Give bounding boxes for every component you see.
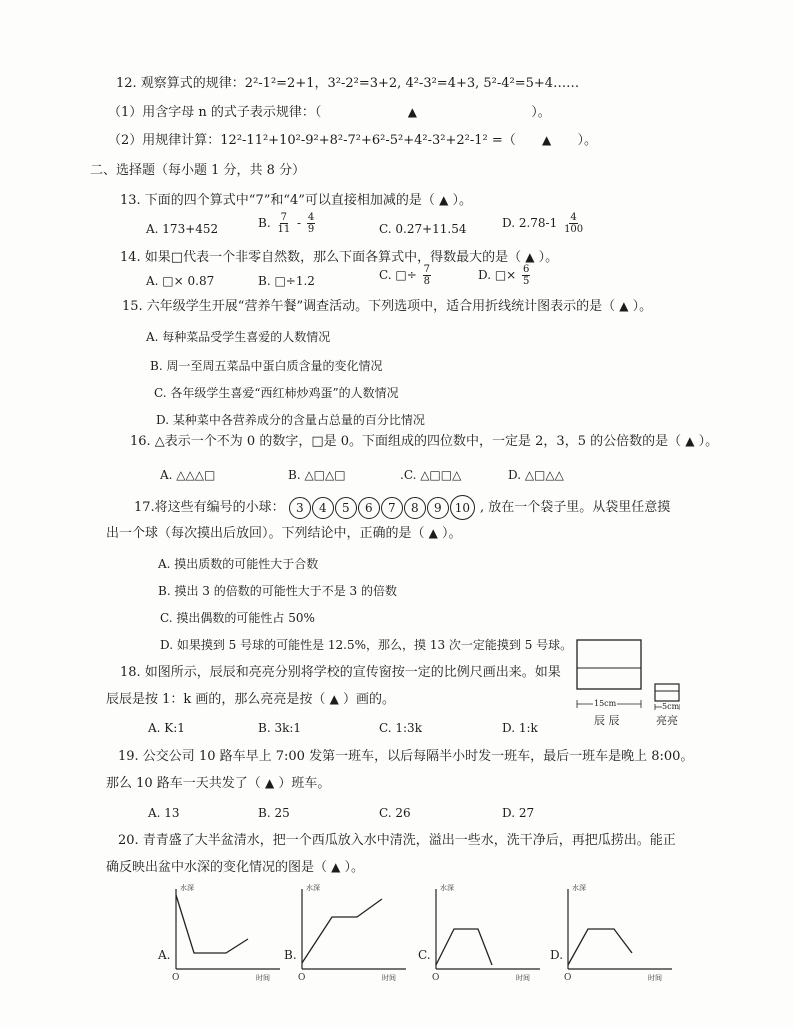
x-axis-label: 时间 (648, 974, 662, 982)
frac-den: 9 (307, 224, 315, 235)
q13-option-d-prefix: D. 2.78-1 (502, 216, 558, 230)
q14-option-c-prefix: C. □÷ (379, 268, 417, 282)
q13-option-b[interactable] (258, 212, 317, 235)
q15-option-c[interactable]: C. 各年级学生喜爱“西红柿炒鸡蛋”的人数情况 (154, 386, 399, 400)
q19-option-a[interactable]: A. 13 (148, 806, 180, 820)
q13-stem (120, 191, 472, 210)
q14-option-a[interactable]: A. □× 0.87 (146, 274, 215, 288)
big-window-length: 15cm (594, 699, 617, 708)
q13-option-b-op: - (297, 216, 302, 230)
q12-part1 (108, 103, 551, 122)
q20-stem-line1: 20. 青青盛了大半盆清水，把一个西瓜放入水中清洗，溢出一些水，洗干净后，再把瓜捞出。能正 (118, 833, 676, 848)
y-axis-label: 水深 (306, 884, 320, 892)
q14-answer-blank[interactable]: ▲ (525, 250, 535, 264)
q17-option-c[interactable]: C. 摸出偶数的可能性占 50% (160, 611, 315, 625)
big-window-name: 辰 辰 (594, 714, 620, 727)
water-depth-line (176, 895, 248, 953)
origin-label: O (172, 973, 180, 983)
q16-option-d[interactable]: D. △□△△ (508, 468, 564, 482)
q12-part2 (108, 131, 597, 150)
graph-option-label: B. (284, 948, 297, 962)
origin-label: O (564, 973, 572, 983)
x-axis-label: 时间 (256, 974, 270, 982)
origin-label: O (432, 973, 440, 983)
q20-graph-c[interactable] (416, 883, 546, 983)
q19-stem-text: 那么 10 路车一天共发了（ (106, 776, 261, 791)
frac-num: 4 (307, 212, 315, 223)
q12-part2-answer-blank[interactable]: ▲ (542, 133, 552, 147)
q18-stem-end: ）画的。 (342, 692, 395, 707)
q16-answer-blank[interactable]: ▲ (685, 434, 695, 448)
q20-graph-b[interactable] (282, 883, 412, 983)
q15-option-a[interactable]: A. 每种菜品受学生喜爱的人数情况 (146, 330, 331, 344)
q20-answer-blank[interactable]: ▲ (331, 860, 341, 874)
q15-stem-end: ）。 (632, 299, 653, 314)
q19-option-b[interactable]: B. 25 (258, 806, 290, 820)
origin-label: O (298, 973, 306, 983)
q15-answer-blank[interactable]: ▲ (619, 299, 629, 313)
q20-stem-line2 (106, 858, 364, 877)
q13-option-b-frac2 (307, 212, 315, 235)
q15-stem-text: 15. 六年级学生开展“营养午餐”调查活动。下列选项中，适合用折线统计图表示的是（ (122, 299, 616, 314)
q14-stem-end: ）。 (538, 250, 559, 265)
section-title-choice: 二、选择题（每小题 1 分，共 8 分） (90, 163, 306, 178)
y-axis-label: 水深 (572, 884, 586, 892)
q18-stem-line2 (106, 690, 395, 709)
ball-6: 6 (358, 497, 380, 519)
q16-stem-end: ）。 (698, 434, 719, 449)
q12-part1-answer-blank[interactable]: ▲ (407, 105, 417, 119)
q17-stem-line2 (106, 524, 462, 543)
q18-option-c[interactable]: C. 1:3k (379, 721, 422, 735)
q13-stem-text: 13. 下面的四个算式中“7”和“4”可以直接相加减的是（ (120, 193, 435, 208)
q17-stem-text-c: 出一个球（每次摸出后放回）。下列结论中，正确的是（ (106, 526, 425, 541)
q20-stem-text: 确反映出盆中水深的变化情况的图是（ (106, 860, 328, 875)
q19-option-c[interactable]: C. 26 (379, 806, 411, 820)
water-depth-line (568, 929, 632, 965)
q18-option-b[interactable]: B. 3k:1 (258, 721, 302, 735)
q19-stem-line1: 19. 公交公司 10 路车早上 7:00 发第一班车，以后每隔半小时发一班车，最后一班车是晚上 8:00。 (118, 749, 694, 764)
q17-stem-text-b: , 放在一个袋子里。从袋里任意摸 (479, 500, 671, 515)
q20-graph-d[interactable] (548, 883, 678, 983)
y-axis-label: 水深 (180, 884, 194, 892)
frac-num: 4 (570, 212, 577, 223)
q12-part1-text: （1）用含字母 n 的式子表示规律：（ (108, 105, 322, 120)
q16-stem-text: 16. △表示一个不为 0 的数字，□是 0。下面组成的四位数中，一定是 2，3，5 的公倍数的是（ (130, 434, 682, 449)
q17-answer-blank[interactable]: ▲ (428, 526, 438, 540)
q13-option-c[interactable]: C. 0.27+11.54 (379, 222, 467, 236)
q13-option-a[interactable]: A. 173+452 (146, 222, 219, 236)
q13-option-b-prefix: B. (258, 216, 271, 230)
q15-stem (122, 297, 652, 316)
q18-stem-text: 辰辰是按 1：k 画的，那么亮亮是按（ (106, 692, 326, 707)
q16-option-a[interactable]: A. △△△□ (160, 468, 216, 482)
x-axis-label: 时间 (382, 974, 396, 982)
q14-option-d-prefix: D. □× (478, 268, 517, 282)
q12-part2-end: ）。 (577, 133, 598, 148)
q14-option-d[interactable] (478, 264, 532, 287)
q12-stem: 12. 观察算式的规律：2²-1²=2+1，3²-2²=3+2, 4²-3²=4+3, 5²-4²=5+4…… (116, 76, 580, 91)
q19-stem-line2 (106, 774, 330, 793)
small-window-length: 5cm (662, 702, 680, 711)
q14-option-c[interactable] (379, 264, 433, 287)
q13-option-b-frac1 (276, 212, 291, 235)
ball-9: 9 (427, 497, 449, 519)
q17-stem-text: 17.将这些有编号的小球： (134, 500, 285, 515)
q16-stem (130, 432, 718, 451)
q20-graph-a[interactable] (156, 883, 286, 983)
q16-option-c[interactable]: .C. △□□△ (400, 468, 462, 482)
small-window-rect (655, 684, 679, 701)
frac-den: 5 (523, 276, 530, 287)
q17-option-b[interactable]: B. 摸出 3 的倍数的可能性大于不是 3 的倍数 (158, 584, 397, 598)
q16-option-b[interactable]: B. △□△□ (288, 468, 346, 482)
graph-option-label: A. (158, 948, 171, 962)
water-depth-line (436, 929, 492, 965)
q15-option-d[interactable]: D. 某种菜中各营养成分的含量占总量的百分比情况 (156, 413, 425, 427)
ball-8: 8 (404, 497, 426, 519)
q14-option-b[interactable]: B. □÷1.2 (258, 274, 315, 288)
x-axis-label: 时间 (516, 974, 530, 982)
q18-option-d[interactable]: D. 1:k (502, 721, 538, 735)
graph-option-label: D. (550, 948, 564, 962)
graph-option-label: C. (418, 948, 431, 962)
water-depth-line (302, 899, 382, 963)
q14-option-d-frac (522, 264, 530, 287)
q19-option-d[interactable]: D. 27 (502, 806, 535, 820)
ball-4: 4 (312, 497, 334, 519)
q14-stem-text: 14. 如果□代表一个非零自然数，那么下面各算式中，得数最大的是（ (120, 250, 522, 265)
q19-answer-blank[interactable]: ▲ (264, 776, 275, 790)
ball-7: 7 (381, 497, 403, 519)
big-window-rect (577, 640, 641, 689)
q15-option-b[interactable]: B. 周一至周五菜品中蛋白质含量的变化情况 (150, 359, 383, 373)
q12-part2-text: （2）用规律计算：12²-11²+10²-9²+8²-7²+6²-5²+4²-3²+2²-1² =（ (108, 133, 516, 148)
q17-stem-line1 (134, 495, 670, 521)
ball-5: 5 (335, 497, 357, 519)
q18-answer-blank[interactable]: ▲ (329, 692, 339, 706)
q18-stem-line1: 18. 如图所示，辰辰和亮亮分别将学校的宣传窗按一定的比例尺画出来。如果 (120, 665, 561, 680)
frac-num: 6 (523, 264, 530, 275)
q13-answer-blank[interactable]: ▲ (439, 193, 449, 207)
frac-den: 8 (423, 276, 430, 287)
q12-part1-end: ）。 (531, 105, 551, 120)
numbered-balls (289, 500, 476, 515)
q20-stem-end: ）。 (344, 860, 365, 875)
frac-num: 7 (423, 264, 430, 275)
ball-3: 3 (289, 497, 311, 519)
frac-den: 11 (277, 224, 291, 235)
q17-option-a[interactable]: A. 摸出质数的可能性大于合数 (158, 557, 319, 571)
q17-option-d[interactable]: D. 如果摸到 5 号球的可能性是 12.5%，那么，摸 13 次一定能摸到 5 号球。 (160, 638, 573, 652)
q17-stem-end: ）。 (442, 526, 462, 541)
q13-option-d[interactable] (502, 212, 586, 235)
frac-den: 100 (564, 224, 584, 235)
q18-option-a[interactable]: A. K:1 (148, 721, 185, 735)
ball-10: 10 (450, 495, 475, 520)
q14-option-c-frac (423, 264, 431, 287)
q19-stem-end: ）班车。 (278, 776, 331, 791)
frac-num: 7 (280, 212, 288, 223)
q13-option-d-frac (563, 212, 584, 235)
y-axis-label: 水深 (440, 884, 454, 892)
small-window-name: 亮亮 (656, 714, 678, 727)
q13-stem-end: ）。 (452, 193, 472, 208)
